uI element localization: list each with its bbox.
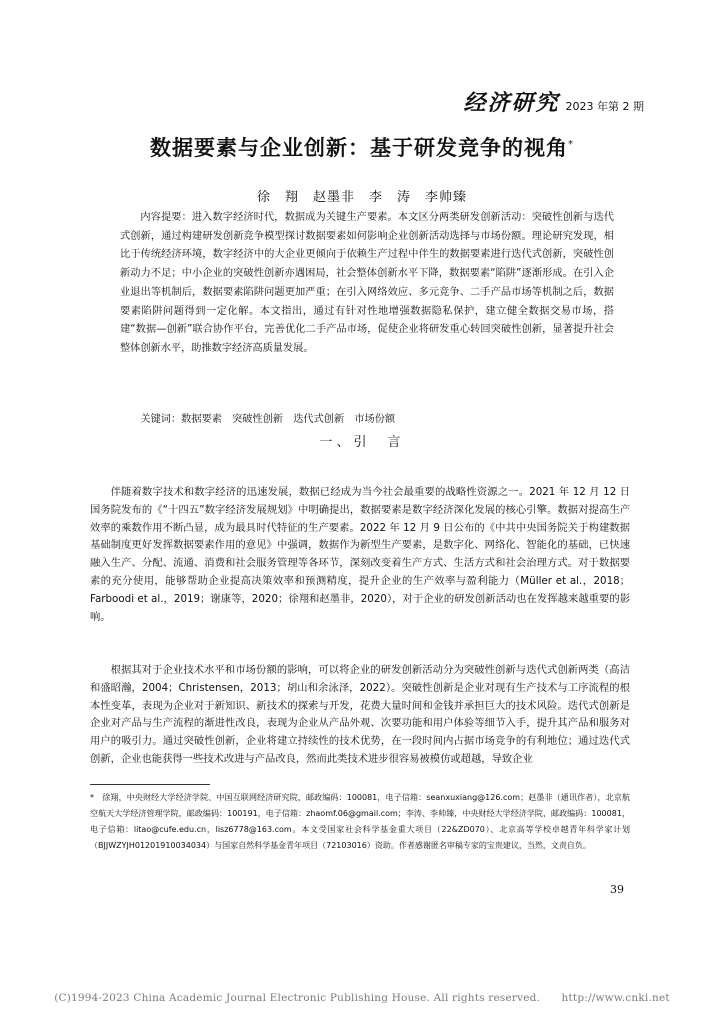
article-title [0, 132, 724, 162]
journal-header [464, 86, 645, 117]
body-paragraph: 伴随着数字技术和数字经济的迅速发展，数据已经成为当今社会最重要的战略性资源之一。2021 年 12 月 12 日国务院发布的《“十四五”数字经济发展规划》中明确提出，数据要素是数字经济深化发展的核心引擎。数据对提高生产效率的乘数作用不断凸显，成为最具时代特征的生产要素。2022 年 12 月 9 日公布的《中共中央国务院关于构建数据基础制度更好发挥数据要素作用的意见》中强调，数据作为新型生产要素，是数字化、网络化、智能化的基础，已快速融入生产、分配、流通、消费和社会服务管理等各环节，深刻改变着生产方式、生活方式和社会治理方式。对于数据要素的充分使用，能够帮助企业提高决策效率和预测精度，提升企业的生产效率与盈利能力（Müller et al.，2018；Farboodi et al.，2019；谢康等，2020；徐翔和赵墨非，2020），对于企业的研发创新活动也在发挥越来越重要的影响。 [90, 486, 630, 623]
journal-logo: 经济研究 [463, 90, 560, 116]
abstract: 内容提要：进入数字经济时代，数据成为关键生产要素。本文区分两类研发创新活动：突破性创新与迭代式创新，通过构建研发创新竞争模型探讨数据要素如何影响企业创新活动选择与市场份额。理论研究发现，相比于传统经济环境，数字经济中的大企业更倾向于依赖生产过程中伴生的数据要素进行迭代式创新，突破性创新动力不足；中小企业的突破性创新亦遇困局，社会整体创新水平下降，数据要素“陷阱”逐渐形成。在引入企业退出等机制后，数据要素陷阱问题更加严重；在引入网络效应、多元竞争、二手产品市场等机制之后，数据要素陷阱问题得到一定化解。本文指出，通过有针对性地增强数据隐私保护，建立健全数据交易市场，搭建“数据—创新”联合协作平台，完善优化二手产品市场，促使企业将研发重心转回突破性创新，显著提升社会整体创新水平，助推数字经济高质量发展。 [120, 212, 614, 354]
copyright-watermark: (C)1994-2023 China Academic Journal Electronic Publishing House. All rights reserved. http://www.cnki.net [54, 992, 670, 1004]
footnote-divider [90, 784, 210, 785]
footnote: * 徐翔，中央财经大学经济学院、中国互联网经济研究院，邮政编码：100081，电子信箱：seanxuxiang@126.com；赵墨非（通讯作者），北京航空航天大学经济管理学院，邮政编码：100191，电子信箱：zhaomf.06@gmail.com；李涛、李帅臻，中央财经大学经济学院，邮政编码：100081，电子信箱：litao@cufe.edu.cn，lisz6778@163.com。本文受国家社会科学基金重大项目（22&ZD070）、北京高等学校卓越青年科学家计划（BJJWZYJH01201910034034）与国家自然科学基金青年项目（72103016）资助。作者感谢匿名审稿专家的宝贵建议，当然，文责自负。 [90, 793, 630, 850]
section-heading: 一、引 言 [319, 435, 405, 450]
issue-label: 2023 年第 2 期 [565, 100, 644, 113]
author-list: 徐 翔 赵墨非 李 涛 李帅臻 [256, 190, 467, 205]
keywords: 关键词：数据要素 突破性创新 迭代式创新 市场份额 [140, 414, 396, 425]
title-footnote-mark: * [568, 139, 574, 150]
page-number: 39 [610, 883, 624, 896]
title-text: 数据要素与企业创新：基于研发竞争的视角 [150, 136, 568, 160]
body-paragraph: 根据其对于企业技术水平和市场份额的影响，可以将企业的研发创新活动分为突破性创新与迭代式创新两类（高洁和盛昭瀚，2004；Christensen，2013；胡山和余泳泽，2022）。突破性创新是企业对现有生产技术与工序流程的根本性变革，表现为企业对于新知识、新技术的探索与开发，花费大量时间和金钱并承担巨大的技术风险。迭代式创新是企业对产品与生产流程的渐进性改良，表现为企业从产品外观、次要功能和用户体验等细节入手，提升其产品和服务对用户的吸引力。通过突破性创新，企业将建立持续性的技术优势，在一段时间内占据市场竞争的有利地位；通过迭代式创新，企业也能获得一些技术改进与产品改良，然而此类技术进步很容易被模仿或超越，导致企业 [90, 664, 630, 765]
